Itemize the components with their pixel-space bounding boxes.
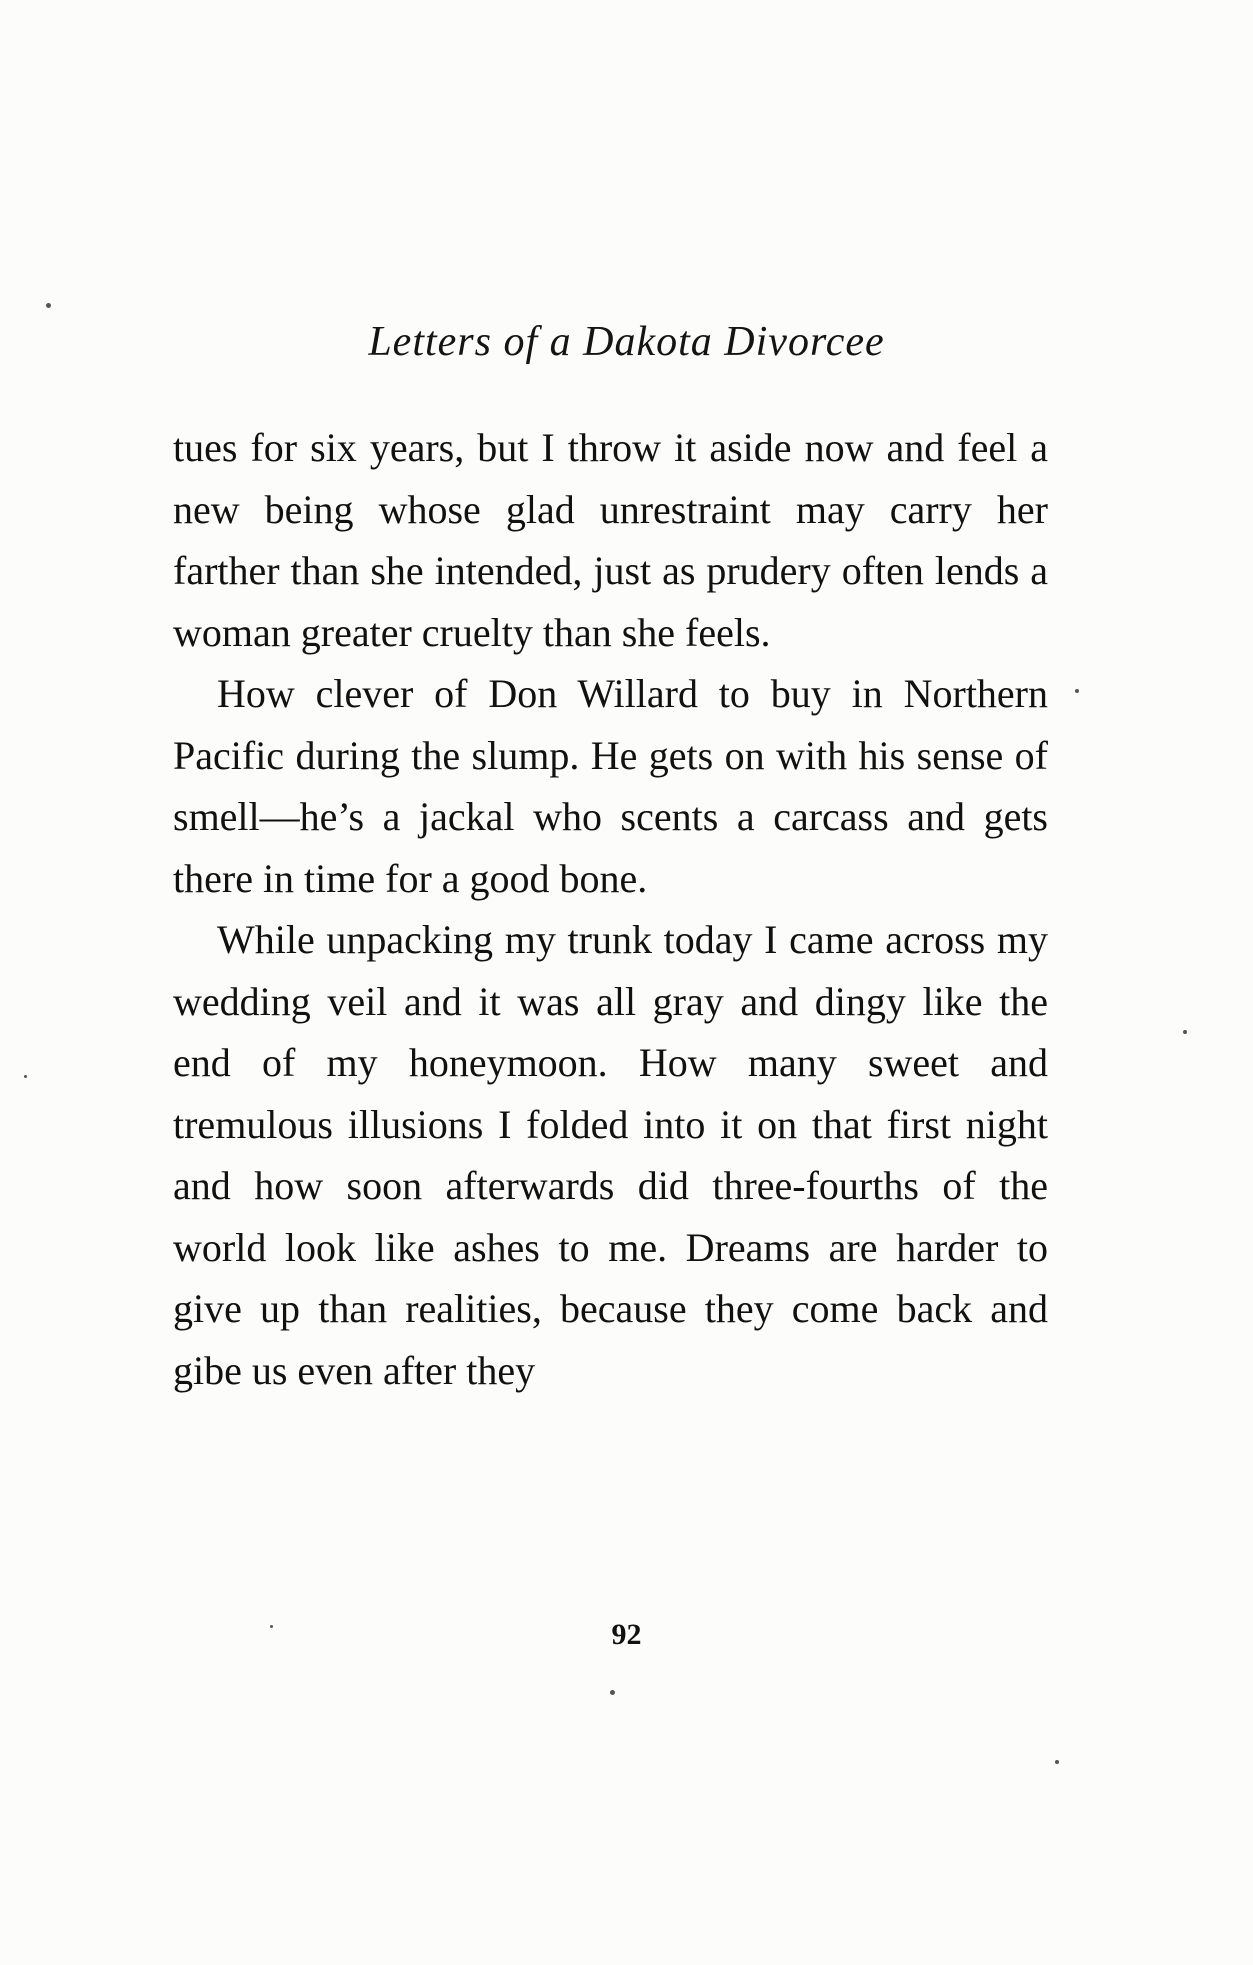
running-head: Letters of a Dakota Divorcee bbox=[368, 319, 885, 365]
scan-speck bbox=[270, 1625, 273, 1628]
paragraph-continuation: tues for six years, but I throw it aside now and feel a new being whose glad unrestraint may carry her farther than she intended, just as prudery often lends a woman greater cruelty than she feels. bbox=[173, 425, 1048, 655]
scan-speck bbox=[610, 1690, 615, 1695]
scan-speck bbox=[24, 1075, 27, 1078]
scan-speck bbox=[1075, 689, 1079, 693]
page-number: 92 bbox=[611, 1618, 642, 1651]
scan-speck bbox=[46, 303, 51, 308]
page-text bbox=[173, 417, 1048, 1401]
scan-speck bbox=[1055, 1760, 1059, 1764]
paragraph-don-willard: How clever of Don Willard to buy in Northern Pacific during the slump. He gets on with his sense of smell—he’s a jackal who scents a carcass and gets there in time for a good bone. bbox=[173, 671, 1048, 901]
scan-speck bbox=[1183, 1030, 1187, 1034]
paragraph-wedding-veil: While unpacking my trunk today I came across my wedding veil and it was all gray and dingy like the end of my honeymoon. How many sweet and tremulous illusions I folded into it on that first night and how soon afterwards did three-fourths of the world look like ashes to me. Dreams are harder to give up than realities, because they come back and gibe us even after they bbox=[173, 917, 1048, 1393]
